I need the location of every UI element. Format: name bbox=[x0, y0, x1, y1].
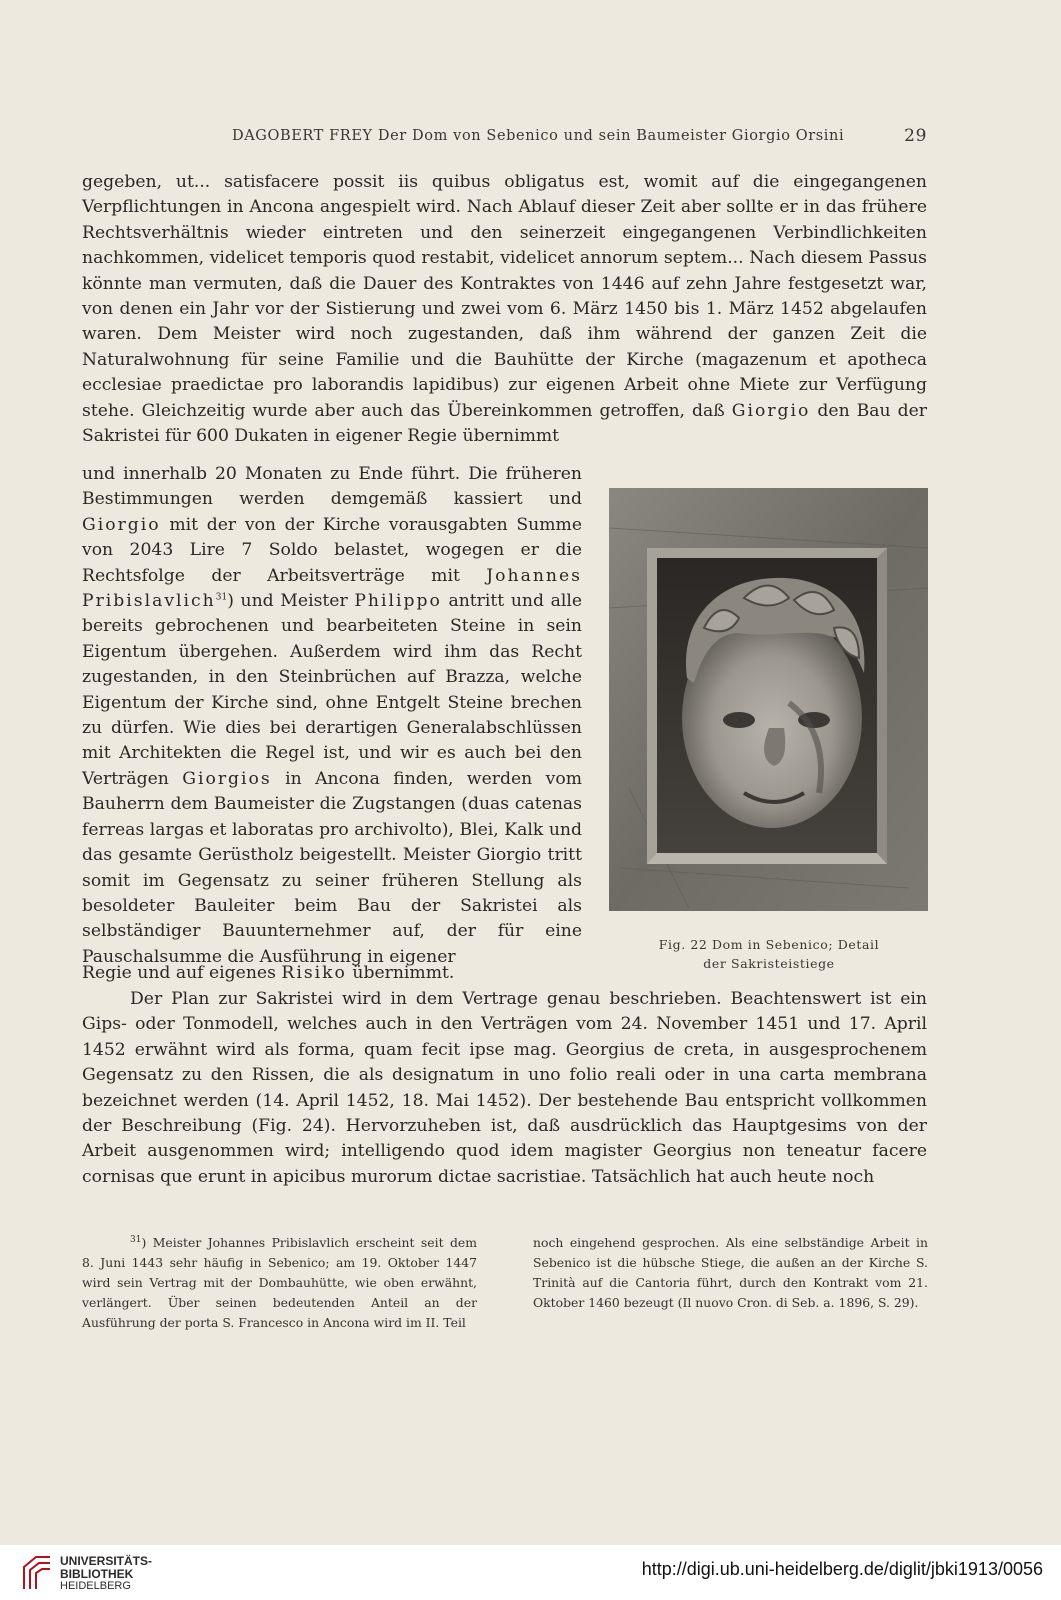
name-johannes: Johannes Pribislavlich bbox=[82, 565, 582, 612]
footnote-ref[interactable]: 31 bbox=[215, 592, 228, 603]
library-logo-icon bbox=[22, 1555, 52, 1591]
name-philippo: Philippo bbox=[354, 591, 442, 612]
paragraph-2: und innerhalb 20 Monaten zu Ende führt. Die früheren Bestimmungen werden demgemäß kassiert und Giorgio mit der von der Kirche vorausgabten Summe von 2043 Lire 7 Soldo belastet, wogegen er die Rechtsfolge der Arbeitsverträge mit Johannes Pribislavlich$^{31}$) und Meister Philippo antritt und alle bereits gebrochenen und bearbeiteten Steine in sein Eigentum übergehen. Außerdem wird ihm das Recht zugestanden, in den Steinbrüchen auf Brazza, welche Eigentum der Kirche sind, ohne Entgelt Steine brechen zu dürfen. Wie dies bei derartigen Generalabschlüssen mit Architekten die Regel ist, und wir es auch bei den Verträgen Giorgios in Ancona finden, werden vom Bauherrn dem Baumeister die Zugstangen (duas catenas ferreas largas et laboratas pro archivolto), Blei, Kalk und das gesamte Gerüstholz beigestellt. Meister Giorgio tritt somit im Gegensatz zu seiner früheren Stellung als besoldeter Bauleiter beim Bau der Sakristei als selbständiger Bauunternehmer auf, der für eine Pauschalsumme die Ausführung in eigener bbox=[82, 464, 583, 967]
figure-caption bbox=[600, 935, 938, 973]
library-footer bbox=[0, 1545, 1061, 1600]
name-risiko: Risiko bbox=[281, 963, 347, 983]
running-title: DAGOBERT FREY Der Dom von Sebenico und sein Baumeister Giorgio Orsini bbox=[232, 128, 845, 144]
figure-photo bbox=[609, 488, 928, 911]
name-giorgios: Giorgios bbox=[182, 768, 272, 789]
running-header bbox=[82, 128, 927, 152]
source-url-link[interactable]: http://digi.ub.uni-heidelberg.de/diglit/jbki1913/0056 bbox=[641, 1559, 1043, 1579]
paragraph-2-end: Regie und auf eigenes Risiko übernimmt. bbox=[82, 963, 455, 983]
wrapped-text-column bbox=[82, 462, 582, 970]
caption-line-1: Fig. 22 Dom in Sebenico; Detail bbox=[658, 937, 880, 952]
putto-relief-image bbox=[609, 488, 928, 911]
library-name: UNIVERSITÄTS- BIBLIOTHEK HEIDELBERG bbox=[60, 1554, 153, 1592]
page-number: 29 bbox=[904, 126, 927, 146]
footnote-left-column: $^{31}$) Meister Johannes Pribislavlich erscheint seit dem 8. Juni 1443 sehr häufig in Sebenico; am 19. Oktober 1447 wird sein Vertrag mit der Dombauhütte, wie oben erwähnt, verlängert. Über seinen bedeutenden Anteil an der Ausführung der porta S. Francesco in Ancona wird im II. Teil bbox=[82, 1234, 477, 1330]
name-giorgio-2: Giorgio bbox=[82, 514, 161, 535]
paragraph-3: Der Plan zur Sakristei wird in dem Vertrage genau beschrieben. Beachtenswert ist ein Gips- oder Tonmodell, welches auch in den Verträgen vom 24. November 1451 und 17. April 1452 erwähnt wird als forma, quam fecit ipse mag. Georgius de creta, in ausgesprochenem Gegensatz zu den Rissen, die als designatum in uno folio reali oder in una carta membrana bezeichnet werden (14. April 1452, 18. Mai 1452). Der bestehende Bau entspricht vollkommen der Beschreibung (Fig. 24). Hervorzuheben ist, daß ausdrücklich das Hauptgesims von der Arbeit ausgenommen wird; intelligendo quod idem magister Georgius non teneatur facere cornisas que erunt in apicibus murorum dictae sacristiae. Tatsächlich hat auch heute noch bbox=[82, 989, 927, 1187]
name-giorgio: Giorgio bbox=[731, 400, 811, 421]
footnote-marker: 31 bbox=[130, 1234, 142, 1245]
footnote-right-column: noch eingehend gesprochen. Als eine selbständige Arbeit in Sebenico ist die hübsche Stiege, die außen an der Kirche S. Trinità auf die Cantoria führt, durch den Kontrakt vom 21. Oktober 1460 bezeugt (Il nuovo Cron. di Seb. a. 1896, S. 29). bbox=[533, 1235, 928, 1310]
paragraph-1: gegeben, ut... satisfacere possit iis quibus obligatus est, womit auf die eingegangenen Verpflichtungen in Ancona angespielt wird. Nach Ablauf dieser Zeit aber sollte er in das frühere Rechtsverhältnis wieder eintreten und den seinerzeit eingegangenen Verbindlichkeiten nachkommen, videlicet temporis quod restabit, videlicet annorum septem... Nach diesem Passus könnte man vermuten, daß die Dauer des Kontraktes von 1446 auf zehn Jahre festgesetzt war, von denen ein Jahr vor der Sistierung und zwei vom 6. März 1450 bis 1. März 1452 abgelaufen waren. Dem Meister wird noch zugestanden, daß ihm während der ganzen Zeit die Naturalwohnung für seine Familie und die Bauhütte der Kirche (magazenum et apotheca ecclesiae praedictae pro laborandis lapidibus) zur eigenen Arbeit ohne Miete zur Verfügung stehe. Gleichzeitig wurde aber auch das Übereinkommen getroffen, daß Giorgio den Bau der Sakristei für 600 Dukaten in eigener Regie übernimmt bbox=[82, 172, 928, 447]
caption-line-2: der Sakristeistiege bbox=[703, 956, 835, 971]
